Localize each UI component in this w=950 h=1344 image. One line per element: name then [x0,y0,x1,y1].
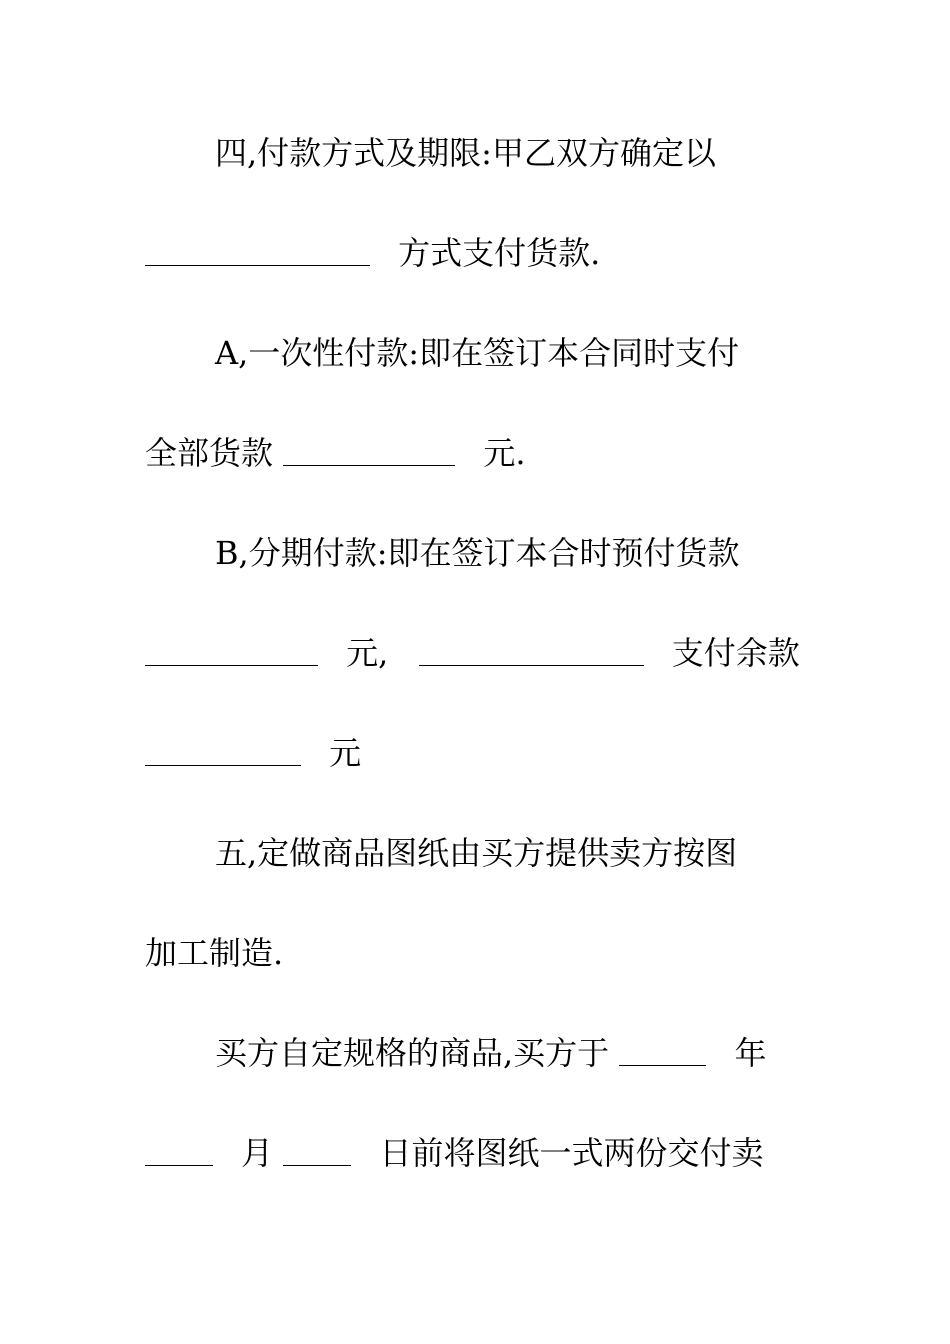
option-a-line [215,328,805,378]
clause-4-heading [215,128,805,178]
date-line [145,1128,805,1178]
clause-4-text: 四,付款方式及期限:甲乙双方确定以 [215,134,716,172]
custom-spec-line [215,1028,805,1078]
full-payment-line [145,428,805,478]
full-payment-amount-blank [283,435,455,466]
clause-5-continuation [145,928,805,978]
payment-method-text: 方式支付货款. [398,234,601,272]
month-unit: 月 [241,1134,274,1172]
full-payment-unit: 元. [483,434,526,472]
payment-method-line [145,228,805,278]
day-blank [283,1135,351,1166]
year-blank [619,1035,706,1066]
year-unit: 年 [734,1034,767,1072]
clause-5-continuation-text: 加工制造. [145,934,284,972]
option-b-line [215,528,805,578]
option-a-text: A,一次性付款:即在签订本合同时支付 [215,334,740,372]
month-blank [145,1135,213,1166]
installment-line [145,628,805,678]
custom-spec-text: 买方自定规格的商品,买方于 [215,1034,610,1072]
prepayment-unit: 元, [346,634,389,672]
balance-unit: 元 [329,734,362,772]
full-payment-text: 全部货款 [145,434,274,472]
balance-amount-line [145,728,805,778]
clause-5-heading [215,828,805,878]
option-b-text: B,分期付款:即在签订本合时预付货款 [215,534,740,572]
day-text: 日前将图纸一式两份交付卖 [379,1134,764,1172]
balance-amount-blank [145,735,301,766]
payment-method-blank [145,235,370,266]
clause-5-text: 五,定做商品图纸由买方提供卖方按图 [215,834,738,872]
balance-text: 支付余款 [671,634,800,672]
balance-date-blank [419,635,644,666]
prepayment-amount-blank [145,635,318,666]
